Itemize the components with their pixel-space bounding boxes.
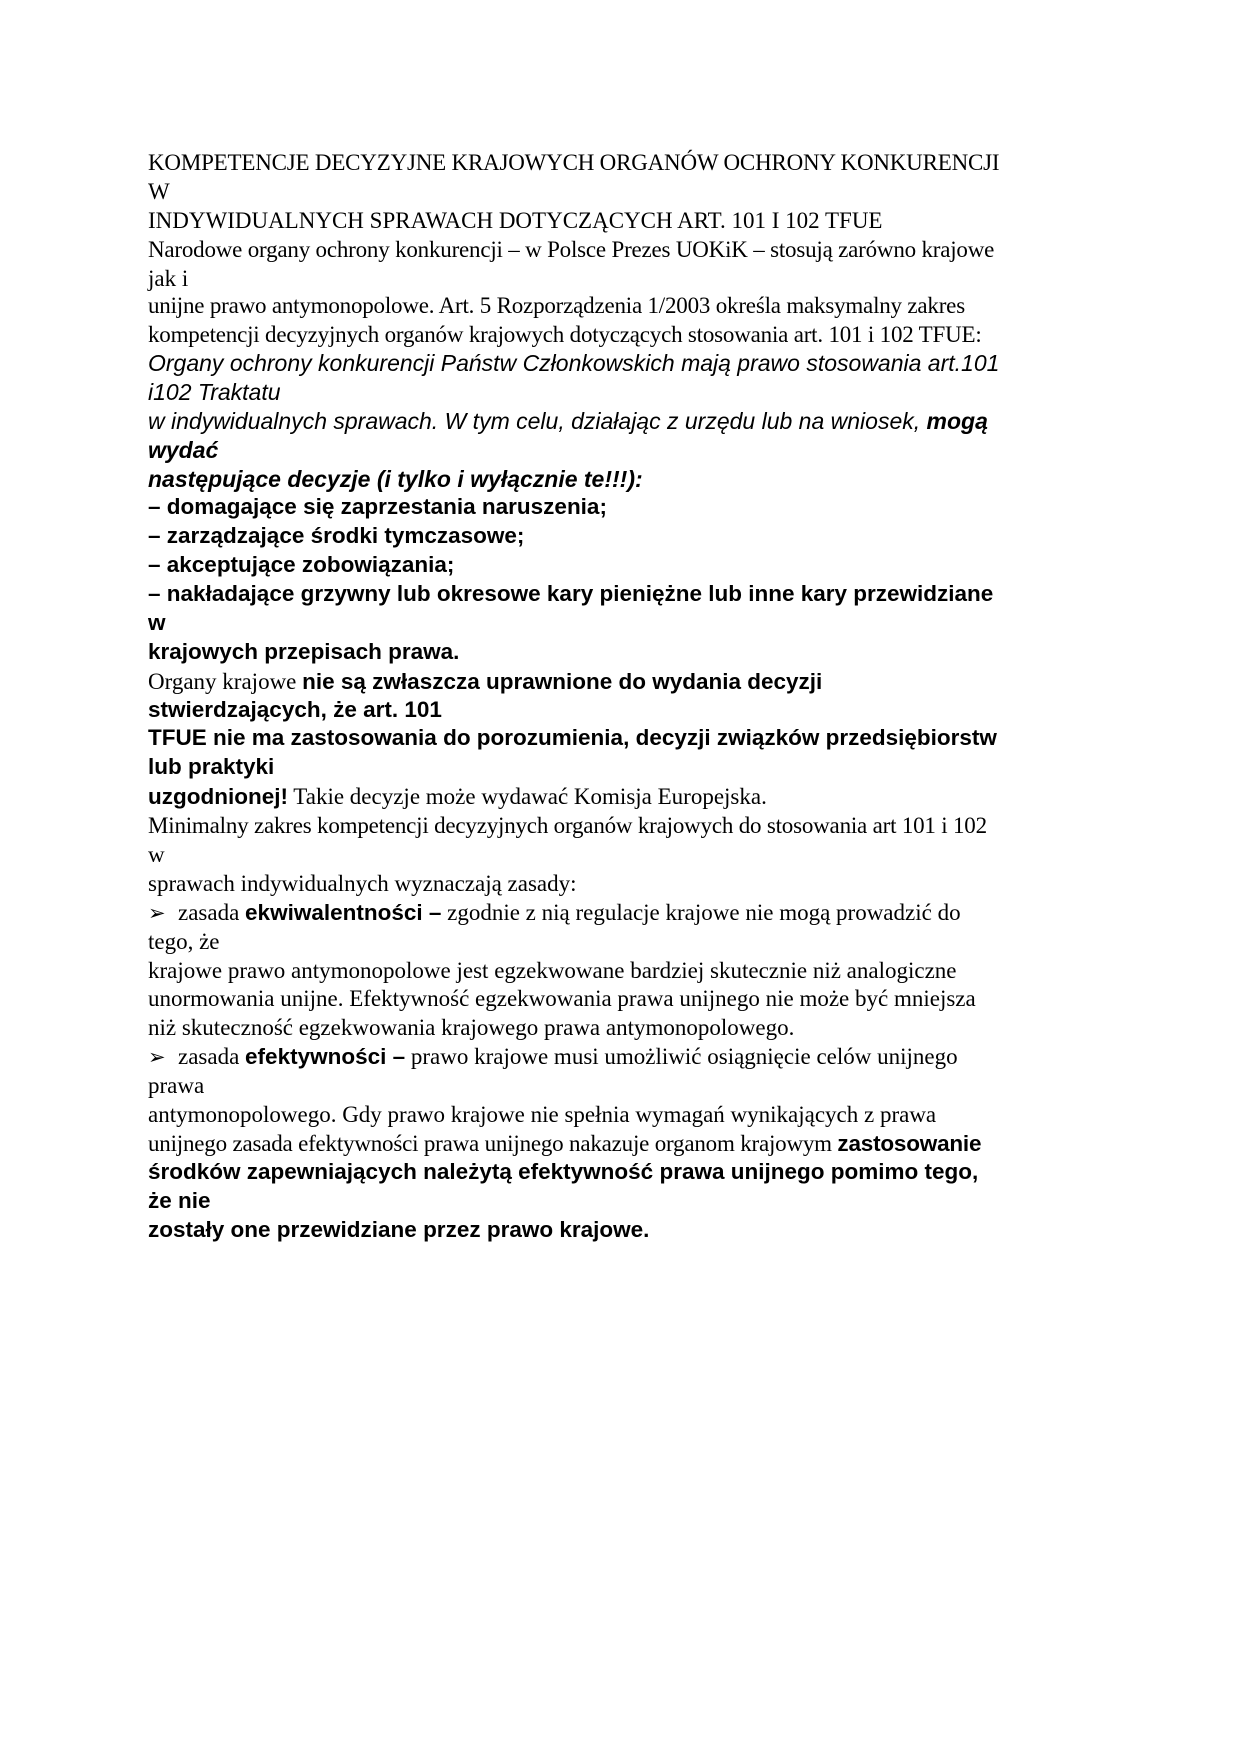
principle-name: efektywności – bbox=[245, 1044, 406, 1069]
restriction-line: stwierdzających, że art. 101 bbox=[148, 697, 442, 722]
principle-effectiveness-line: zostały one przewidziane przez prawo krajowe. bbox=[148, 1217, 650, 1242]
principle-equivalence-line: niż skuteczność egzekwowania krajowego prawa antymonopolowego. bbox=[148, 1015, 795, 1040]
arrow-bullet-icon: ➢ bbox=[148, 1045, 166, 1069]
quote-line: i102 Traktatu bbox=[148, 379, 281, 405]
quote-line: Organy ochrony konkurencji Państw Członkowskich mają prawo stosowania art.101 bbox=[148, 350, 1000, 376]
decision-item: krajowych przepisach prawa. bbox=[148, 639, 460, 664]
principle-effectiveness-line: antymonopolowego. Gdy prawo krajowe nie spełnia wymagań wynikających z prawa bbox=[148, 1102, 937, 1127]
principle-text: zasada bbox=[178, 1044, 246, 1069]
quote-emphasis: mogą bbox=[926, 408, 988, 434]
arrow-bullet-icon: ➢ bbox=[148, 901, 166, 925]
quote-line: następujące decyzje (i tylko i wyłącznie te!!!): bbox=[148, 466, 643, 492]
restriction-line: lub praktyki bbox=[148, 754, 275, 779]
principle-effectiveness-line: środków zapewniających należytą efektywność prawa unijnego pomimo tego, bbox=[148, 1159, 979, 1184]
decision-item: – nakładające grzywny lub okresowe kary pieniężne lub inne kary przewidziane bbox=[148, 581, 994, 606]
principle-equivalence-line: krajowe prawo antymonopolowe jest egzekwowane bardziej skutecznie niż analogiczne bbox=[148, 958, 957, 983]
restriction-line bbox=[148, 785, 767, 809]
decision-item: – domagające się zaprzestania naruszenia; bbox=[148, 494, 607, 519]
minimal-line: sprawach indywidualnych wyznaczają zasady: bbox=[148, 871, 577, 896]
document-title-line: KOMPETENCJE DECYZYJNE KRAJOWYCH ORGANÓW OCHRONY KONKURENCJI bbox=[148, 150, 1000, 175]
quote-line: wydać bbox=[148, 437, 219, 463]
principle-effectiveness-line: prawa bbox=[148, 1073, 205, 1098]
restriction-line: TFUE nie ma zastosowania do porozumienia, decyzji związków przedsiębiorstw bbox=[148, 725, 997, 750]
document-title-line: W bbox=[148, 179, 170, 204]
principle-equivalence-line: tego, że bbox=[148, 929, 220, 954]
intro-text: Art. 5 Rozporządzenia 1/2003 określa maksymalny zakres bbox=[438, 293, 965, 318]
intro-line bbox=[148, 294, 965, 317]
intro-line: kompetencji decyzyjnych organów krajowych dotyczących stosowania art. 101 i 102 TFUE: bbox=[148, 322, 982, 347]
principle-equivalence-line: unormowania unijne. Efektywność egzekwowania prawa unijnego nie może być mniejsza bbox=[148, 986, 976, 1011]
quote-line bbox=[148, 410, 988, 433]
principle-effectiveness-line bbox=[148, 1045, 958, 1069]
principle-equivalence-line bbox=[148, 901, 961, 925]
minimal-line: Minimalny zakres kompetencji decyzyjnych organów krajowych do stosowania art 101 i 102 bbox=[148, 813, 987, 838]
principle-text: zasada bbox=[178, 900, 246, 925]
intro-line: Narodowe organy ochrony konkurencji – w Polsce Prezes UOKiK – stosują zarówno krajowe bbox=[148, 237, 995, 262]
principle-text: zgodnie z nią regulacje krajowe nie mogą prowadzić do bbox=[441, 900, 961, 925]
principle-effectiveness-line bbox=[148, 1132, 981, 1156]
decision-item: – zarządzające środki tymczasowe; bbox=[148, 523, 525, 548]
decision-item: w bbox=[148, 610, 166, 635]
minimal-line: w bbox=[148, 842, 165, 867]
restriction-emphasis: nie są zwłaszcza uprawnione do wydania decyzji bbox=[302, 669, 823, 694]
restriction-emphasis: uzgodnionej! bbox=[148, 784, 288, 809]
quote-text: w indywidualnych sprawach. W tym celu, działając z urzędu lub na wniosek, bbox=[148, 408, 927, 434]
decision-item: – akceptujące zobowiązania; bbox=[148, 552, 455, 577]
document-title-line: INDYWIDUALNYCH SPRAWACH DOTYCZĄCYCH ART. 101 I 102 TFUE bbox=[148, 208, 883, 233]
restriction-text: Takie decyzje może wydawać Komisja Europejska. bbox=[287, 784, 767, 809]
restriction-text: Organy krajowe bbox=[148, 669, 303, 694]
principle-effectiveness-line: że nie bbox=[148, 1188, 211, 1213]
principle-text: prawo krajowe musi umożliwić osiągnięcie celów unijnego bbox=[405, 1044, 958, 1069]
principle-text: unijnego zasada efektywności prawa unijnego nakazuje organom krajowym bbox=[148, 1131, 838, 1156]
restriction-line bbox=[148, 670, 822, 694]
principle-emphasis: zastosowanie bbox=[837, 1131, 982, 1156]
principle-name: ekwiwalentności – bbox=[245, 900, 442, 925]
intro-line: jak i bbox=[148, 266, 189, 291]
intro-text: unijne prawo antymonopolowe. bbox=[148, 293, 439, 318]
